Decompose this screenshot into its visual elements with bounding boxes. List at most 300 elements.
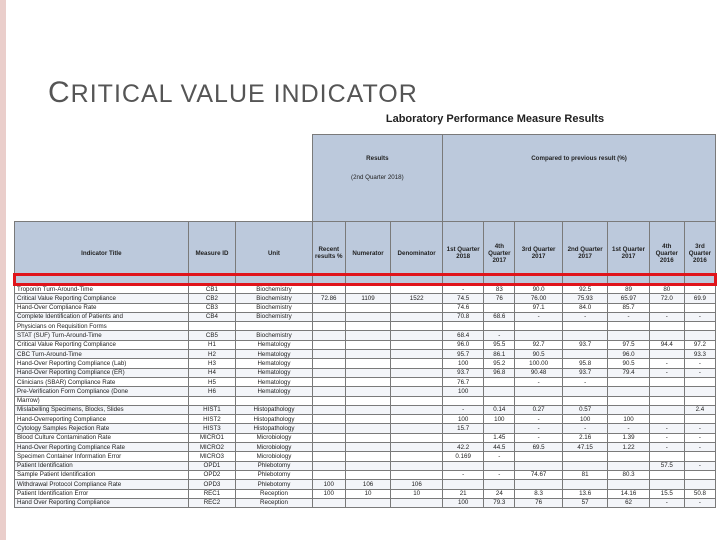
table-cell (442, 322, 483, 331)
table-row (15, 359, 716, 368)
table-cell: 75.93 (562, 294, 607, 303)
table-cell: - (684, 433, 715, 442)
table-cell (484, 396, 515, 405)
table-cell (312, 340, 345, 349)
slide-title-initial: C (48, 76, 71, 109)
table-cell: - (484, 331, 515, 340)
column-header: 1st Quarter 2017 (608, 222, 649, 285)
table-body (15, 285, 716, 508)
table-cell: 65.97 (608, 294, 649, 303)
table-cell: MICRO1 (188, 433, 236, 442)
table-cell (391, 387, 443, 396)
table-cell: - (684, 312, 715, 321)
table-cell: 83 (484, 285, 515, 294)
table-cell (312, 498, 345, 507)
table-cell (391, 322, 443, 331)
table-cell: 74.5 (442, 294, 483, 303)
performance-table (14, 134, 716, 508)
table-cell: 95.8 (562, 359, 607, 368)
table-cell: Histopathology (236, 415, 313, 424)
indicator-title-cell: Critical Value Reporting Compliance (15, 294, 189, 303)
table-cell: 47.15 (562, 443, 607, 452)
table-cell: 76 (484, 294, 515, 303)
table-cell (345, 359, 390, 368)
table-cell: 57.5 (649, 461, 684, 470)
table-cell (236, 396, 313, 405)
table-cell: 95.7 (442, 350, 483, 359)
table-cell: Hematology (236, 387, 313, 396)
slide-title-rest: RITICAL VALUE INDICATOR (70, 80, 418, 108)
table-cell (562, 452, 607, 461)
table-cell: 93.3 (684, 350, 715, 359)
table-cell (391, 331, 443, 340)
column-header: Recent results % (312, 222, 345, 285)
table-cell (442, 480, 483, 489)
table-cell (345, 368, 390, 377)
table-cell (312, 322, 345, 331)
table-cell: CB3 (188, 303, 236, 312)
table-cell: Phlebotomy (236, 480, 313, 489)
table-cell: - (684, 368, 715, 377)
table-cell: Hematology (236, 359, 313, 368)
table-row (15, 340, 716, 349)
table-cell: - (515, 424, 563, 433)
table-cell: 0.27 (515, 405, 563, 414)
table-cell (345, 433, 390, 442)
indicator-title-cell: Sample Patient Identification (15, 470, 189, 479)
table-cell: 0.169 (442, 452, 483, 461)
column-header-row (15, 222, 716, 285)
table-cell (391, 415, 443, 424)
table-cell (442, 433, 483, 442)
table-cell: - (649, 498, 684, 507)
table-cell (345, 443, 390, 452)
table-cell (345, 340, 390, 349)
table-cell: Phlebotomy (236, 461, 313, 470)
table-cell (562, 331, 607, 340)
table-cell: Histopathology (236, 424, 313, 433)
table-cell: - (649, 312, 684, 321)
table-cell: H2 (188, 350, 236, 359)
table-cell (484, 322, 515, 331)
table-cell: 100 (484, 415, 515, 424)
table-cell (391, 443, 443, 452)
table-cell: 74.6 (442, 303, 483, 312)
table-cell (608, 452, 649, 461)
table-cell (608, 322, 649, 331)
table-row (15, 294, 716, 303)
table-cell: 10 (345, 489, 390, 498)
table-cell (188, 396, 236, 405)
table-cell: 8.3 (515, 489, 563, 498)
table-cell: 1.39 (608, 433, 649, 442)
column-header: 2nd Quarter 2017 (562, 222, 607, 285)
table-cell (312, 424, 345, 433)
table-cell (312, 387, 345, 396)
column-header: 4th Quarter 2016 (649, 222, 684, 285)
table-cell: 90.0 (515, 285, 563, 294)
table-cell: 100 (312, 489, 345, 498)
indicator-title-cell: Hand-Over Reporting Compliance (ER) (15, 368, 189, 377)
table-cell: 14.16 (608, 489, 649, 498)
table-cell: 57 (562, 498, 607, 507)
table-cell: 100 (442, 359, 483, 368)
table-cell: 72.86 (312, 294, 345, 303)
table-cell: 1.45 (484, 433, 515, 442)
table-cell: 97.5 (608, 340, 649, 349)
table-cell: 90.5 (515, 350, 563, 359)
table-cell: 70.8 (442, 312, 483, 321)
table-cell: 97.1 (515, 303, 563, 312)
table-cell: Reception (236, 489, 313, 498)
table-cell: - (484, 452, 515, 461)
indicator-title-cell: STAT (SUF) Turn-Around-Time (15, 331, 189, 340)
table-cell (515, 461, 563, 470)
column-header: Measure ID (188, 222, 236, 285)
table-cell (312, 461, 345, 470)
table-cell: Hematology (236, 368, 313, 377)
table-cell (649, 405, 684, 414)
indicator-title-cell: Cytology Samples Rejection Rate (15, 424, 189, 433)
table-cell: - (684, 461, 715, 470)
column-header: 4th Quarter 2017 (484, 222, 515, 285)
table-row (15, 480, 716, 489)
table-cell (484, 480, 515, 489)
table-row (15, 396, 716, 405)
table-cell (484, 461, 515, 470)
table-cell (649, 350, 684, 359)
performance-table-container (14, 134, 716, 538)
table-cell (345, 285, 390, 294)
table-cell: - (515, 312, 563, 321)
table-cell: - (649, 368, 684, 377)
table-cell (391, 303, 443, 312)
indicator-title-cell: Complete Identification of Patients and (15, 312, 189, 321)
table-cell (236, 322, 313, 331)
table-cell (312, 350, 345, 359)
table-cell: 100 (442, 387, 483, 396)
table-cell (312, 368, 345, 377)
table-cell: - (684, 443, 715, 452)
table-cell (312, 359, 345, 368)
table-cell (345, 470, 390, 479)
table-cell (608, 377, 649, 386)
table-cell (391, 285, 443, 294)
table-cell (684, 303, 715, 312)
table-cell: - (684, 498, 715, 507)
indicator-title-cell: Hand-Over Compliance Rate (15, 303, 189, 312)
table-cell: 62 (608, 498, 649, 507)
table-cell: 1.22 (608, 443, 649, 452)
table-cell: - (684, 424, 715, 433)
table-cell: 68.4 (442, 331, 483, 340)
table-cell (345, 452, 390, 461)
table-cell (391, 350, 443, 359)
table-cell (345, 405, 390, 414)
table-cell (684, 322, 715, 331)
table-cell: 24 (484, 489, 515, 498)
table-cell: 13.6 (562, 489, 607, 498)
table-cell: 100 (442, 498, 483, 507)
table-cell: Biochemistry (236, 331, 313, 340)
table-cell (312, 331, 345, 340)
results-group-header (312, 135, 442, 222)
table-cell: Biochemistry (236, 303, 313, 312)
table-cell: 15.7 (442, 424, 483, 433)
table-cell: REC1 (188, 489, 236, 498)
table-cell: - (608, 424, 649, 433)
table-cell: 95.5 (484, 340, 515, 349)
table-cell: - (515, 377, 563, 386)
table-cell (345, 312, 390, 321)
table-row (15, 368, 716, 377)
table-cell (649, 322, 684, 331)
table-cell (649, 396, 684, 405)
table-cell: 0.14 (484, 405, 515, 414)
table-row (15, 387, 716, 396)
table-cell: - (442, 470, 483, 479)
table-cell (345, 331, 390, 340)
table-cell (608, 480, 649, 489)
table-cell (312, 285, 345, 294)
table-cell: H5 (188, 377, 236, 386)
column-header: 3rd Quarter 2017 (515, 222, 563, 285)
indicator-title-cell: Hand-Overreporting Compliance (15, 415, 189, 424)
table-cell: 96.0 (442, 340, 483, 349)
table-cell: 86.1 (484, 350, 515, 359)
table-cell: - (649, 443, 684, 452)
table-cell: 1109 (345, 294, 390, 303)
table-row (15, 331, 716, 340)
table-row (15, 285, 716, 294)
table-cell: 44.5 (484, 443, 515, 452)
table-cell (391, 461, 443, 470)
indicator-title-cell: Hand-Over Reporting Compliance (Lab) (15, 359, 189, 368)
table-cell (562, 396, 607, 405)
table-cell: OPD3 (188, 480, 236, 489)
slide-title (48, 76, 418, 110)
table-cell: - (515, 415, 563, 424)
table-cell (345, 350, 390, 359)
header-spacer (15, 135, 313, 222)
table-cell: 93.7 (442, 368, 483, 377)
table-cell: 93.7 (562, 368, 607, 377)
table-row (15, 498, 716, 507)
column-header: Unit (236, 222, 313, 285)
table-cell: 100 (562, 415, 607, 424)
table-cell (188, 322, 236, 331)
table-cell: 2.4 (684, 405, 715, 414)
table-cell (312, 312, 345, 321)
indicator-title-cell: Mislabelling Specimens, Blocks, Slides (15, 405, 189, 414)
table-cell (515, 322, 563, 331)
table-cell (684, 377, 715, 386)
table-cell (649, 331, 684, 340)
table-cell: 81 (562, 470, 607, 479)
table-cell: CB2 (188, 294, 236, 303)
table-cell (684, 480, 715, 489)
table-cell (312, 433, 345, 442)
indicator-title-cell: Blood Culture Contamination Rate (15, 433, 189, 442)
table-cell: - (649, 433, 684, 442)
table-cell: Hematology (236, 340, 313, 349)
table-cell: 85.7 (608, 303, 649, 312)
table-cell: 93.7 (562, 340, 607, 349)
table-cell (562, 480, 607, 489)
table-cell (484, 377, 515, 386)
table-cell: 69.9 (684, 294, 715, 303)
group-header-row (15, 135, 716, 222)
table-cell (391, 405, 443, 414)
table-cell (391, 340, 443, 349)
table-cell (608, 461, 649, 470)
results-period-label: (2nd Quarter 2018) (351, 174, 404, 181)
table-cell: 76.7 (442, 377, 483, 386)
table-cell: 15.5 (649, 489, 684, 498)
table-cell: 100 (608, 415, 649, 424)
indicator-title-cell: Hand-Over Reporting Compliance Rate (15, 443, 189, 452)
indicator-title-cell: Pre-Verification Form Compliance (Done (15, 387, 189, 396)
table-cell: 92.7 (515, 340, 563, 349)
table-cell: Histopathology (236, 405, 313, 414)
table-cell (312, 405, 345, 414)
table-cell: Reception (236, 498, 313, 507)
table-cell (391, 377, 443, 386)
table-cell: Biochemistry (236, 294, 313, 303)
table-cell: - (562, 424, 607, 433)
table-cell: 90.5 (608, 359, 649, 368)
table-cell: MICRO3 (188, 452, 236, 461)
table-cell (608, 405, 649, 414)
table-cell (391, 359, 443, 368)
table-cell: 90.48 (515, 368, 563, 377)
table-cell (345, 377, 390, 386)
table-cell: 2.16 (562, 433, 607, 442)
table-cell (684, 396, 715, 405)
table-cell (391, 312, 443, 321)
table-row (15, 433, 716, 442)
table-row (15, 312, 716, 321)
table-cell: Biochemistry (236, 312, 313, 321)
table-cell: HIST1 (188, 405, 236, 414)
table-cell: Microbiology (236, 452, 313, 461)
table-cell (562, 322, 607, 331)
table-cell: 84.0 (562, 303, 607, 312)
table-row (15, 470, 716, 479)
table-cell: 1522 (391, 294, 443, 303)
table-cell: 95.2 (484, 359, 515, 368)
indicator-title-cell: Patient Identification (15, 461, 189, 470)
table-cell (515, 452, 563, 461)
indicator-title-cell: Patient Identification Error (15, 489, 189, 498)
table-row (15, 303, 716, 312)
table-cell (345, 387, 390, 396)
table-cell (562, 387, 607, 396)
compare-group-header: Compared to previous result (%) (442, 135, 715, 222)
table-cell: 76 (515, 498, 563, 507)
table-cell: 97.2 (684, 340, 715, 349)
table-cell (345, 498, 390, 507)
column-header: 3rd Quarter 2016 (684, 222, 715, 285)
table-cell (345, 424, 390, 433)
table-cell: Hematology (236, 350, 313, 359)
table-cell (515, 396, 563, 405)
table-cell: Phlebotomy (236, 470, 313, 479)
table-cell: 92.5 (562, 285, 607, 294)
column-header: Numerator (345, 222, 390, 285)
table-cell: 69.5 (515, 443, 563, 452)
table-cell (649, 452, 684, 461)
table-cell (391, 498, 443, 507)
table-cell: - (515, 433, 563, 442)
table-cell (515, 387, 563, 396)
column-header: Indicator Title (15, 222, 189, 285)
report-title: Laboratory Performance Measure Results (385, 113, 605, 125)
table-cell (684, 470, 715, 479)
table-cell (515, 480, 563, 489)
table-cell (391, 470, 443, 479)
table-cell (345, 461, 390, 470)
table-cell: HIST3 (188, 424, 236, 433)
table-cell: CB1 (188, 285, 236, 294)
indicator-title-cell: Hand Over Reporting Compliance (15, 498, 189, 507)
table-cell: 89 (608, 285, 649, 294)
table-cell: H3 (188, 359, 236, 368)
table-cell (608, 331, 649, 340)
table-cell: Microbiology (236, 443, 313, 452)
table-cell (608, 396, 649, 405)
table-row (15, 443, 716, 452)
table-row (15, 350, 716, 359)
table-cell: 0.57 (562, 405, 607, 414)
table-cell: 74.67 (515, 470, 563, 479)
table-cell (684, 452, 715, 461)
indicator-title-cell: CBC Turn-Around-Time (15, 350, 189, 359)
table-cell: - (684, 285, 715, 294)
table-cell (649, 415, 684, 424)
slide-accent-bar (0, 0, 6, 540)
table-cell (312, 396, 345, 405)
table-cell (391, 368, 443, 377)
table-cell: - (562, 377, 607, 386)
table-cell (442, 461, 483, 470)
table-cell (312, 415, 345, 424)
table-row (15, 377, 716, 386)
column-header: 1st Quarter 2018 (442, 222, 483, 285)
table-cell: 80 (649, 285, 684, 294)
indicator-title-cell: Physicians on Requisition Forms (15, 322, 189, 331)
indicator-title-cell: Withdrawal Protocol Compliance Rate (15, 480, 189, 489)
table-row (15, 322, 716, 331)
indicator-title-cell: Marrow) (15, 396, 189, 405)
table-cell: Biochemistry (236, 285, 313, 294)
table-cell (345, 322, 390, 331)
table-cell: - (562, 312, 607, 321)
table-cell (312, 470, 345, 479)
table-cell (391, 396, 443, 405)
table-cell (515, 331, 563, 340)
indicator-title-cell: Clinicians (SBAR) Compliance Rate (15, 377, 189, 386)
indicator-title-cell: Specimen Container Information Error (15, 452, 189, 461)
table-cell: 50.8 (684, 489, 715, 498)
table-cell (312, 443, 345, 452)
table-cell: CB5 (188, 331, 236, 340)
table-cell: 79.3 (484, 498, 515, 507)
table-cell: 96.0 (608, 350, 649, 359)
table-cell: H6 (188, 387, 236, 396)
table-cell: OPD1 (188, 461, 236, 470)
table-cell: Hematology (236, 377, 313, 386)
